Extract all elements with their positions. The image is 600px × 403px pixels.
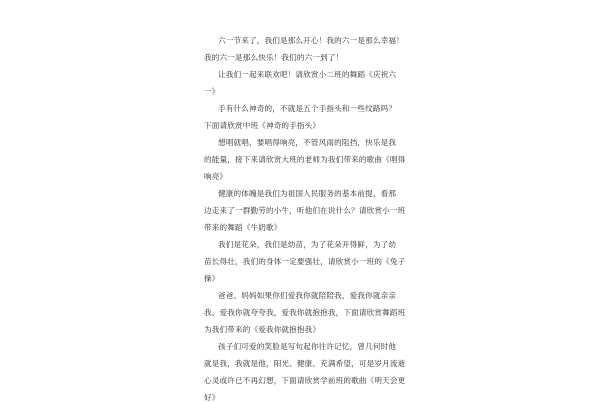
text-line: 操》 (204, 274, 220, 283)
text-line: 一》 (204, 87, 220, 96)
text-line: 我，爱我你就夸夸我，爱我你就抱抱我，下面请欣赏舞蹈班 (204, 308, 406, 317)
text-line: 健康的体魄是我们为祖国人民服务的基本前提，看那 (218, 189, 397, 198)
text-line: 响亮》 (204, 172, 228, 181)
text-line: 想唱就唱，要唱得响亮，不管风雨的阻挡，快乐是我 (218, 138, 397, 147)
text-line: 下面请欣赏中班《神奇的手指头》 (204, 121, 321, 130)
text-line: 六一节来了，我们是那么开心！我的六一是那么幸福！ (218, 36, 404, 45)
text-line: 好》 (204, 393, 220, 402)
text-line: 我的六一是那么快乐！我们的六一到了！ (204, 53, 344, 62)
text-line: 孩子们可爱的笑脸是写句起你往许记忆，曾几何时他 (218, 342, 397, 351)
text-line: 就是我，我就是他，阳光、健康、充满希望，可是岁月流逝 (204, 359, 406, 368)
text-line: 苗长得壮，我们的身体一定要强壮，请欣赏小一班的《兔子 (204, 257, 406, 266)
text-line: 带来的舞蹈《牛奶歌》 (204, 223, 282, 232)
text-line: 为我们带来的《爱我你就抱抱我》 (204, 325, 321, 334)
text-line: 爸爸、妈妈如果你们爱我你就陪陪我，爱我你就亲亲 (218, 291, 397, 300)
text-line: 我们是花朵，我们是幼苗，为了花朵开得鲜，为了幼 (218, 240, 397, 249)
text-line: 手有什么神奇的，不就是五个手指头和一些纹路吗？ (218, 104, 397, 113)
text-line: 心灵或许已不再幻想，下面请欣赏学前班的歌曲《明天会更 (204, 376, 406, 385)
text-line: 的能量，接下来请欣赏大班的老师为我们带来的歌曲《唱得 (204, 155, 406, 164)
text-line: 边走来了一群勤劳的小牛，听他们在说什么？请欣赏小一班 (204, 206, 406, 215)
text-line: 让我们一起来联欢吧！请欣赏小二班的舞蹈《庆祝六 (218, 70, 397, 79)
